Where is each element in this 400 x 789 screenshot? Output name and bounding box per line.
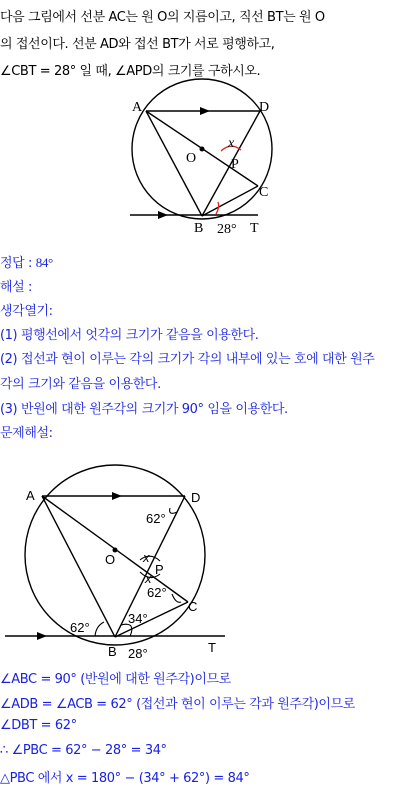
angle-b-28-arc: [130, 626, 132, 636]
answer-label: 정답 :: [0, 256, 36, 271]
hint-1: (1) 평행선에서 엇각의 크기가 같음을 이용한다.: [0, 328, 259, 343]
label-a2: A: [26, 488, 35, 503]
label-28: 28°: [217, 222, 237, 237]
problem-line-2: 의 접선이다. 선분 AD와 접선 BT가 서로 평행하고,: [0, 37, 275, 52]
step-3: ∠DBT = 62°: [0, 718, 77, 733]
label-a: A: [132, 100, 143, 115]
label-p: P: [231, 157, 239, 172]
label-x2-top: x: [143, 550, 150, 565]
angle-d-arc: [170, 508, 177, 513]
ad-arrow: [200, 107, 210, 115]
label-b2: B: [108, 644, 117, 659]
label-p2: P: [155, 562, 164, 577]
step-4: ∴ ∠PBC = 62° − 28° = 34°: [0, 743, 167, 758]
answer-value: 84°: [35, 255, 53, 270]
label-o2: O: [105, 552, 116, 567]
label-o: O: [186, 151, 197, 166]
label-62-b: 62°: [70, 620, 90, 635]
angle-b-left-arc: [95, 622, 104, 636]
label-b: B: [194, 221, 204, 236]
center-o-dot: [200, 147, 205, 152]
step-1: ∠ABC = 90° (반원에 대한 원주각)이므로: [0, 672, 231, 687]
tangent-arrow: [158, 211, 168, 219]
solution-figure: [0, 460, 400, 660]
problem-line-1: 다음 그림에서 선분 AC는 원 O의 지름이고, 직선 BT는 원 O: [0, 10, 325, 25]
label-62-d: 62°: [146, 511, 166, 526]
hint-3: (3) 반원에 대한 원주각의 크기가 90° 임을 이용한다.: [0, 402, 288, 417]
problem-line-3: ∠CBT = 28° 일 때, ∠APD의 크기를 구하시오.: [0, 64, 261, 79]
label-x: x: [228, 136, 235, 151]
step-2: ∠ADB = ∠ACB = 62° (접선과 현이 이루는 각과 원주각)이므로: [0, 697, 355, 712]
problem-figure: [0, 95, 400, 245]
label-t: T: [250, 221, 259, 236]
label-c: C: [259, 185, 269, 200]
thinking-header: 생각열기:: [0, 304, 53, 319]
label-d2: D: [191, 490, 201, 505]
hint-2b: 각의 크기와 같음을 이용한다.: [0, 377, 161, 392]
ad-arrow2: [112, 492, 122, 500]
explain-header: 문제해설:: [0, 426, 53, 441]
hint-2a: (2) 접선과 현이 이루는 각의 크기가 각의 내부에 있는 호에 대한 원주: [0, 352, 375, 367]
label-62-p: 62°: [147, 585, 167, 600]
answer-line: [0, 252, 400, 271]
label-c2: C: [188, 599, 198, 614]
tangent-arrow2: [37, 632, 47, 640]
label-x2-bottom: x: [145, 571, 152, 586]
solution-header: 해설 :: [0, 280, 33, 295]
label-28-2: 28°: [128, 646, 148, 661]
step-5: △PBC 에서 x = 180° − (34° + 62°) = 84°: [0, 771, 250, 786]
label-t2: T: [208, 640, 216, 655]
label-d: D: [259, 100, 270, 115]
label-34: 34°: [128, 611, 148, 626]
